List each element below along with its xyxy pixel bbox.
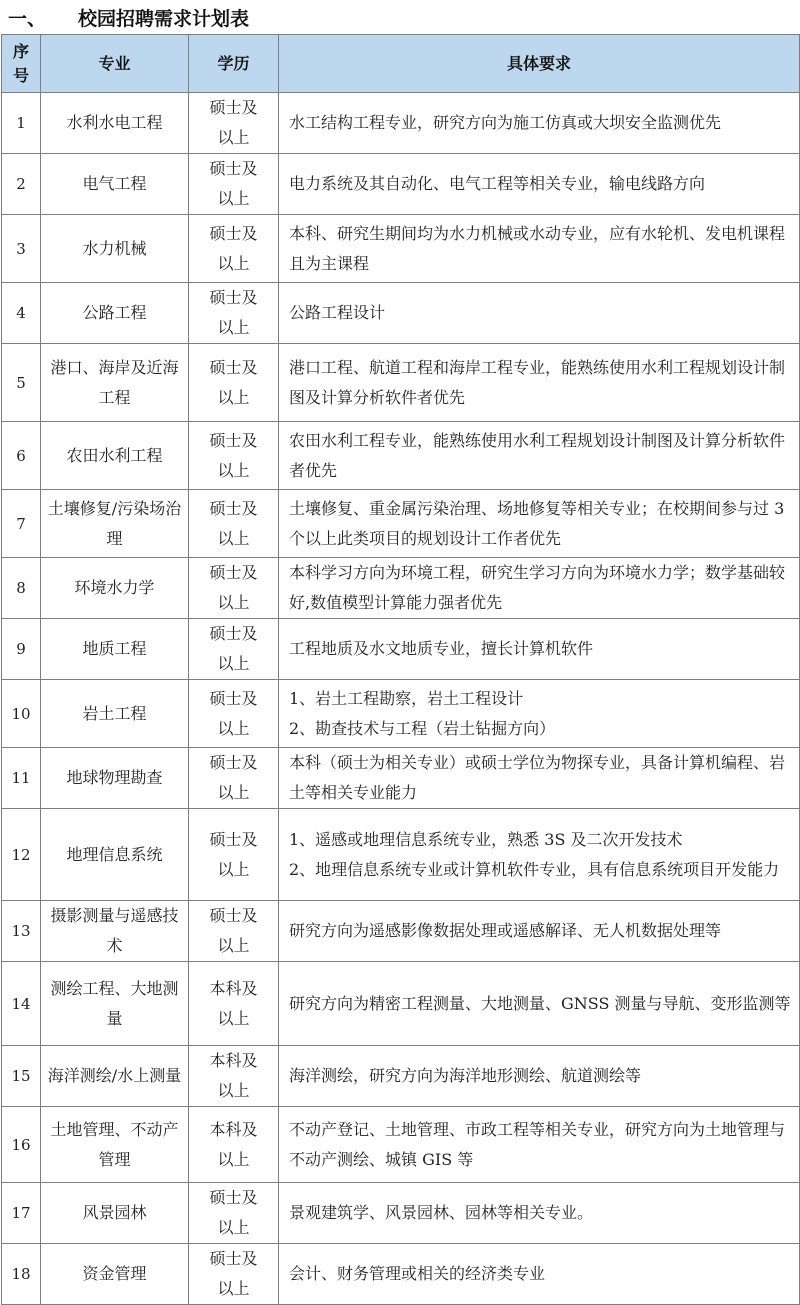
row-major: 摄影测量与遥感技术	[41, 901, 189, 962]
table-row	[2, 344, 800, 422]
header-requirement: 具体要求	[279, 35, 800, 93]
row-number: 5	[2, 344, 41, 422]
row-major: 水利水电工程	[41, 93, 189, 154]
header-degree: 学历	[189, 35, 279, 93]
row-degree: 硕士及以上	[189, 901, 279, 962]
table-row	[2, 558, 800, 619]
row-degree: 硕士及以上	[189, 344, 279, 422]
row-requirement: 本科学习方向为环境工程，研究生学习方向为环境水力学；数学基础较好,数值模型计算能力强者优先	[279, 558, 800, 619]
row-major: 地理信息系统	[41, 809, 189, 901]
row-major: 港口、海岸及近海工程	[41, 344, 189, 422]
row-major: 风景园林	[41, 1183, 189, 1244]
row-degree: 硕士及以上	[189, 93, 279, 154]
row-degree: 硕士及以上	[189, 283, 279, 344]
row-degree: 硕士及以上	[189, 558, 279, 619]
row-requirement: 海洋测绘，研究方向为海洋地形测绘、航道测绘等	[279, 1046, 800, 1107]
requirement-line: 1、遥感或地理信息系统专业，熟悉 3S 及二次开发技术	[289, 829, 683, 849]
row-requirement: 农田水利工程专业，能熟练使用水利工程规划设计制图及计算分析软件者优先	[279, 422, 800, 490]
row-major: 公路工程	[41, 283, 189, 344]
row-requirement	[279, 809, 800, 901]
row-number: 14	[2, 962, 41, 1046]
table-row	[2, 93, 800, 154]
table-row	[2, 809, 800, 901]
row-major: 土壤修复/污染场治理	[41, 490, 189, 558]
row-degree: 硕士及以上	[189, 1183, 279, 1244]
row-requirement: 水工结构工程专业，研究方向为施工仿真或大坝安全监测优先	[279, 93, 800, 154]
requirement-line: 2、地理信息系统专业或计算机软件专业，具有信息系统项目开发能力	[289, 859, 780, 879]
row-number: 16	[2, 1107, 41, 1183]
row-major: 农田水利工程	[41, 422, 189, 490]
title-text: 校园招聘需求计划表	[78, 7, 250, 30]
table-body	[2, 93, 800, 1305]
row-number: 13	[2, 901, 41, 962]
table-row	[2, 1046, 800, 1107]
row-degree: 本科及以上	[189, 1107, 279, 1183]
table-row	[2, 962, 800, 1046]
row-major: 资金管理	[41, 1244, 189, 1305]
row-number: 12	[2, 809, 41, 901]
row-major: 土地管理、不动产管理	[41, 1107, 189, 1183]
row-degree: 硕士及以上	[189, 215, 279, 283]
row-degree: 本科及以上	[189, 1046, 279, 1107]
requirement-line: 2、勘查技术与工程（岩土钻掘方向）	[289, 718, 556, 738]
row-degree: 硕士及以上	[189, 490, 279, 558]
row-number: 18	[2, 1244, 41, 1305]
title-number: 一、	[8, 7, 47, 30]
table-row	[2, 1244, 800, 1305]
table-row	[2, 283, 800, 344]
row-major: 海洋测绘/水上测量	[41, 1046, 189, 1107]
row-requirement: 会计、财务管理或相关的经济类专业	[279, 1244, 800, 1305]
page-title	[0, 0, 800, 34]
row-degree: 硕士及以上	[189, 154, 279, 215]
row-major: 电气工程	[41, 154, 189, 215]
row-number: 4	[2, 283, 41, 344]
row-number: 10	[2, 680, 41, 748]
row-major: 地球物理勘查	[41, 748, 189, 809]
row-requirement: 电力系统及其自动化、电气工程等相关专业，输电线路方向	[279, 154, 800, 215]
table-row	[2, 680, 800, 748]
row-number: 8	[2, 558, 41, 619]
row-requirement: 港口工程、航道工程和海岸工程专业，能熟练使用水利工程规划设计制图及计算分析软件者优先	[279, 344, 800, 422]
table-row	[2, 490, 800, 558]
header-major: 专业	[41, 35, 189, 93]
row-number: 17	[2, 1183, 41, 1244]
row-requirement	[279, 680, 800, 748]
row-degree: 硕士及以上	[189, 809, 279, 901]
table-row	[2, 1183, 800, 1244]
row-major: 水力机械	[41, 215, 189, 283]
row-requirement: 公路工程设计	[279, 283, 800, 344]
table-row	[2, 748, 800, 809]
row-number: 7	[2, 490, 41, 558]
table-row	[2, 422, 800, 490]
row-number: 15	[2, 1046, 41, 1107]
row-degree: 本科及以上	[189, 962, 279, 1046]
row-requirement: 工程地质及水文地质专业，擅长计算机软件	[279, 619, 800, 680]
row-degree: 硕士及以上	[189, 422, 279, 490]
row-major: 环境水力学	[41, 558, 189, 619]
row-requirement: 景观建筑学、风景园林、园林等相关专业。	[279, 1183, 800, 1244]
row-major: 岩土工程	[41, 680, 189, 748]
row-number: 2	[2, 154, 41, 215]
row-requirement: 研究方向为遥感影像数据处理或遥感解译、无人机数据处理等	[279, 901, 800, 962]
table-row	[2, 215, 800, 283]
recruitment-table	[1, 34, 800, 1305]
row-requirement: 本科（硕士为相关专业）或硕士学位为物探专业，具备计算机编程、岩土等相关专业能力	[279, 748, 800, 809]
table-header-row	[2, 35, 800, 93]
table-row	[2, 619, 800, 680]
row-requirement: 研究方向为精密工程测量、大地测量、GNSS 测量与导航、变形监测等	[279, 962, 800, 1046]
row-requirement: 土壤修复、重金属污染治理、场地修复等相关专业；在校期间参与过 3 个以上此类项目的规划设计工作者优先	[279, 490, 800, 558]
row-number: 6	[2, 422, 41, 490]
table-row	[2, 154, 800, 215]
row-requirement: 本科、研究生期间均为水力机械或水动专业，应有水轮机、发电机课程且为主课程	[279, 215, 800, 283]
row-number: 1	[2, 93, 41, 154]
row-degree: 硕士及以上	[189, 748, 279, 809]
row-number: 11	[2, 748, 41, 809]
row-requirement: 不动产登记、土地管理、市政工程等相关专业，研究方向为土地管理与不动产测绘、城镇 GIS 等	[279, 1107, 800, 1183]
row-degree: 硕士及以上	[189, 1244, 279, 1305]
row-number: 9	[2, 619, 41, 680]
header-no: 序号	[2, 35, 41, 93]
table-row	[2, 1107, 800, 1183]
row-major: 地质工程	[41, 619, 189, 680]
row-major: 测绘工程、大地测量	[41, 962, 189, 1046]
row-degree: 硕士及以上	[189, 619, 279, 680]
row-number: 3	[2, 215, 41, 283]
requirement-line: 1、岩土工程勘察，岩土工程设计	[289, 688, 524, 708]
table-row	[2, 901, 800, 962]
row-degree: 硕士及以上	[189, 680, 279, 748]
